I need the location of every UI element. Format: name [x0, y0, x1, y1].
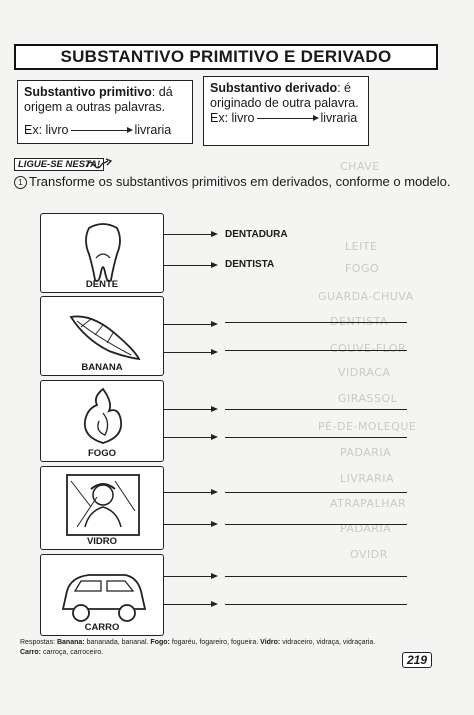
answer-line[interactable] [225, 604, 407, 605]
page-number: 219 [402, 652, 432, 668]
answer-line[interactable] [225, 409, 407, 410]
page-title: SUBSTANTIVO PRIMITIVO E DERIVADO [60, 47, 392, 66]
bleed-word: GIRASSOL [338, 392, 398, 405]
item-word: FOGO [88, 448, 116, 459]
answer-key [20, 638, 420, 658]
arrow-icon [164, 576, 216, 577]
bleed-word: PADARIA [340, 522, 392, 535]
bleed-word: PÉ-DE-MOLEQUE [318, 420, 417, 433]
answer-text: DENTADURA [225, 229, 288, 240]
answer-key-item-label: Fogo: [150, 639, 170, 646]
bleed-word: PADARIA [340, 446, 392, 459]
arrow-icon [164, 352, 216, 353]
answer-text: DENTISTA [225, 259, 275, 270]
arrow-icon [164, 265, 216, 266]
bleed-word: COUVE-FLOR [330, 342, 407, 355]
bleed-word: DENTISTA [330, 315, 388, 328]
arrow-icon [257, 118, 317, 119]
section-tag-text: LIGUE-SE NESTA! [18, 159, 101, 170]
example-result: livraria [320, 111, 358, 125]
bleed-word: OVIDR [350, 548, 388, 561]
bleed-word: LIVRARIA [340, 472, 395, 485]
definition-text: : dá origem a outras palavras. [24, 85, 173, 114]
answer-line[interactable] [225, 524, 407, 525]
definition-term: Substantivo primitivo [24, 85, 152, 99]
example-result: livraria [134, 123, 172, 137]
arrow-icon [164, 604, 216, 605]
answer-key-item: vidraceiro, vidraça, vidraçaria. [282, 639, 376, 646]
definition-text: : é originado de outra palavra. [210, 81, 359, 110]
answer-line[interactable] [225, 350, 407, 351]
arrow-icon [164, 234, 216, 235]
answer-key-item: bananada, bananal. [86, 639, 149, 646]
example-label: Ex: livro [24, 123, 69, 137]
item-card-vidro [40, 466, 164, 550]
instruction-text: Transforme os substantivos primitivos em derivados, conforme o modelo. [29, 174, 451, 189]
arrow-icon [164, 437, 216, 438]
bleed-word: FOGO [345, 262, 380, 275]
squiggle-arrow-icon [84, 157, 114, 171]
answer-line[interactable] [225, 437, 407, 438]
item-card-banana [40, 296, 164, 376]
bleed-word: CHAVE [340, 160, 380, 173]
item-card-carro [40, 554, 164, 636]
exercise-number: 1 [14, 176, 27, 189]
item-word: DENTE [85, 279, 119, 290]
answer-line[interactable] [225, 492, 407, 493]
definition-derivado [203, 76, 369, 146]
arrow-icon [164, 492, 216, 493]
item-word: VIDRO [86, 536, 118, 547]
item-word: CARRO [84, 622, 120, 633]
example-label: Ex: livro [210, 111, 255, 125]
definition-primitivo [17, 80, 193, 144]
answer-key-label: Respostas: [20, 639, 56, 646]
arrow-icon [71, 130, 131, 131]
item-card-dente [40, 213, 164, 293]
bleed-word: VIDRACA [338, 366, 391, 379]
answer-line[interactable] [225, 322, 407, 323]
exercise-instruction [14, 174, 462, 190]
answer-key-item-label: Vidro: [260, 639, 281, 646]
bleed-word: LEITE [345, 240, 378, 253]
answer-key-item: fogaréu, fogareiro, fogueira. [171, 639, 259, 646]
page-title-bar [14, 44, 438, 70]
definition-term: Substantivo derivado [210, 81, 338, 95]
answer-key-item-label: Carro: [20, 649, 42, 656]
answer-key-item-label: Banana: [56, 639, 85, 646]
bleed-word: ATRAPALHAR [330, 497, 407, 510]
arrow-icon [164, 409, 216, 410]
bleed-word: GUARDA-CHUVA [318, 290, 414, 303]
answer-key-item: carroça, carroceiro. [42, 649, 104, 656]
answer-line[interactable] [225, 576, 407, 577]
item-card-fogo [40, 380, 164, 462]
item-word: BANANA [81, 362, 123, 373]
arrow-icon [164, 324, 216, 325]
arrow-icon [164, 524, 216, 525]
